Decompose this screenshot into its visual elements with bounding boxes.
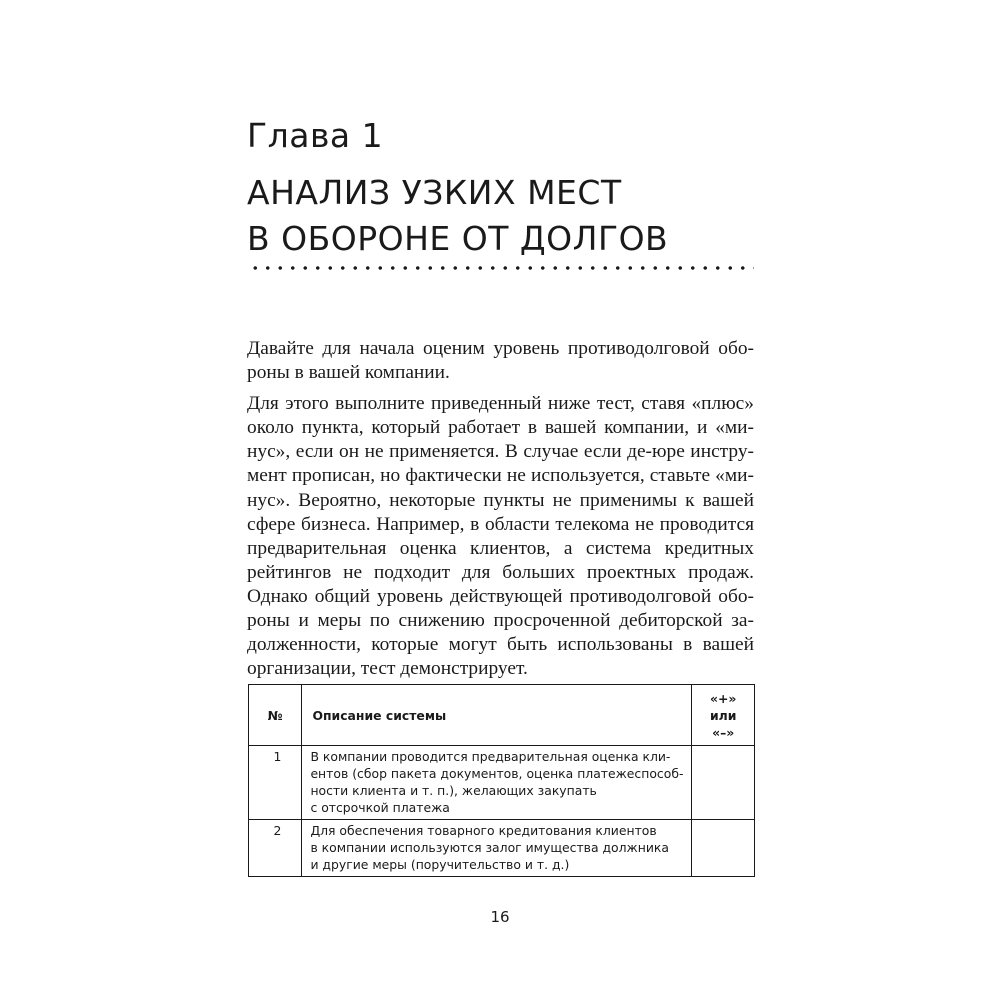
row-description-line: и другие меры (поручительство и т. д.)	[310, 857, 570, 872]
paragraph: Давайте для начала оценим уровень противодолговой обороны в вашей компании.	[247, 338, 754, 384]
row-number: 1	[249, 746, 302, 820]
header-mark-line: «–»	[712, 724, 735, 740]
dotted-divider	[249, 266, 754, 270]
header-number: №	[249, 685, 302, 746]
self-assessment-table	[248, 684, 755, 877]
header-mark	[692, 685, 755, 746]
row-description-line: ентов (сбор пакета документов, оценка платежеспособ-	[310, 766, 684, 781]
paragraph: Для этого выполните приведенный ниже тест, ставя «плюс» около пункта, который работает в вашей компании, и «минус», если он не применяется. В случае если де-юре инструмент прописан, но фактически не используется, ставьте «минус». Вероятно, некоторые пункты не применимы к вашей сфере бизнеса. Например, в области телекома не проводится предварительная оценка клиентов, а система кредитных рейтингов не подходит для больших проектных продаж. Однако общий уровень действующей противодолговой обороны и меры по снижению просроченной дебиторской задолженности, которые могут быть использованы в вашей организации, тест демонстрирует.	[247, 393, 754, 680]
header-mark-line: или	[709, 707, 737, 723]
row-description	[302, 820, 692, 877]
table-row	[249, 746, 755, 820]
body-text	[247, 337, 754, 688]
row-description-line: в компании используются залог имущества должника	[310, 840, 669, 855]
row-number: 2	[249, 820, 302, 877]
header-description: Описание системы	[302, 685, 692, 746]
row-description-line: с отсрочкой платежа	[310, 800, 450, 815]
row-description-line: В компании проводится предварительная оценка кли-	[310, 749, 671, 764]
row-mark-cell[interactable]	[692, 746, 755, 820]
row-description-line: Для обеспечения товарного кредитования клиентов	[310, 823, 657, 838]
row-description	[302, 746, 692, 820]
table-row	[249, 820, 755, 877]
row-description-line: ности клиента и т. п.), желающих закупать	[310, 783, 597, 798]
row-mark-cell[interactable]	[692, 820, 755, 877]
chapter-title	[247, 170, 668, 262]
header-mark-line: «+»	[710, 690, 737, 706]
chapter-label: Глава 1	[247, 116, 384, 155]
page-number: 16	[490, 908, 510, 926]
chapter-title-line: В ОБОРОНЕ ОТ ДОЛГОВ	[247, 219, 669, 258]
table-header-row	[249, 685, 755, 746]
chapter-title-line: АНАЛИЗ УЗКИХ МЕСТ	[247, 173, 622, 212]
